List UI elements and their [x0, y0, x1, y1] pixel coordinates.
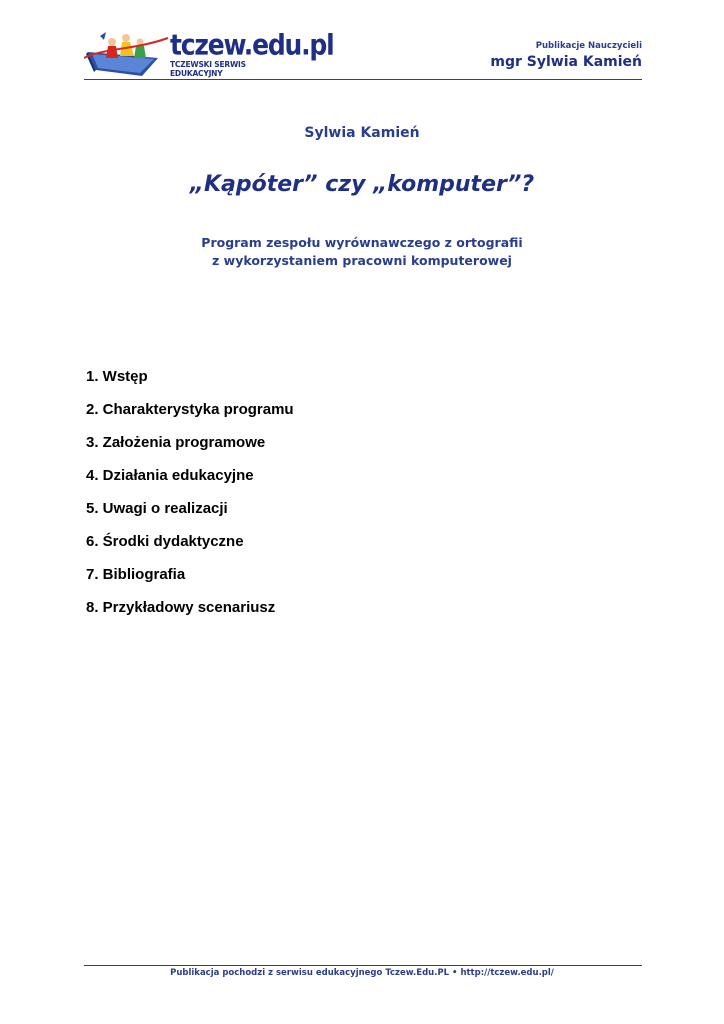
logo-title: tczew.edu.pl [170, 28, 334, 62]
header-author-name: mgr Sylwia Kamień [490, 54, 642, 70]
toc-item: 2. Charakterystyka programu [86, 401, 294, 418]
table-of-contents [86, 367, 294, 631]
header-divider [84, 79, 642, 80]
toc-item: 5. Uwagi o realizacji [86, 500, 228, 517]
toc-item: 6. Środki dydaktyczne [86, 533, 244, 550]
site-logo[interactable] [84, 28, 334, 80]
document-title: „Kąpóter” czy „komputer”? [189, 172, 535, 197]
toc-item: 3. Założenia programowe [86, 434, 266, 451]
logo-subtitle: TCZEWSKI SERWIS EDUKACYJNY [170, 60, 246, 78]
footer-divider [84, 965, 642, 966]
toc-item: 4. Działania edukacyjne [86, 467, 254, 484]
flying-book-logo-icon [84, 28, 170, 80]
toc-item: 8. Przykładowy scenariusz [86, 599, 276, 616]
subtitle-line-1: Program zespołu wyrównawczego z ortografii [201, 235, 523, 250]
subtitle-line-2: z wykorzystaniem pracowni komputerowej [212, 253, 512, 268]
header-info [490, 41, 642, 70]
page-footer: Publikacja pochodzi z serwisu edukacyjnego Tczew.Edu.PL • http://tczew.edu.pl/ [170, 968, 554, 978]
toc-item: 7. Bibliografia [86, 566, 186, 583]
toc-item: 1. Wstęp [86, 368, 148, 385]
document-subtitle [0, 234, 724, 270]
publication-label: Publikacje Nauczycieli [535, 41, 642, 51]
document-author: Sylwia Kamień [304, 125, 420, 141]
page-header [84, 28, 642, 80]
